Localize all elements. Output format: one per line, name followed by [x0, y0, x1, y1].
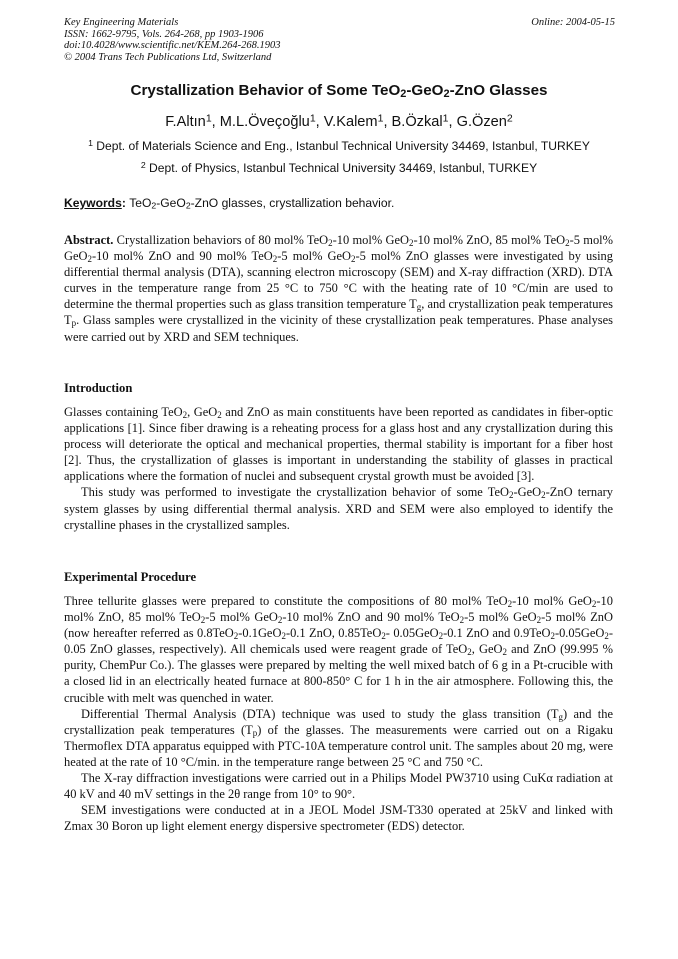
- experimental-heading: Experimental Procedure: [64, 570, 197, 584]
- journal-header: [64, 17, 281, 63]
- abstract: Abstract. Crystallization behaviors of 80 mol% TeO$_2$-10 mol% GeO$_2$-10 mol% ZnO, 85 mol% TeO$_2$-5 mol% GeO$_2$-10 mol% ZnO and 90 mol% TeO$_2$-5 mol% GeO$_2$-5 mol% ZnO glasses were investigated by using differential thermal analysis (DTA), scanning electron microscopy (SEM) and X-ray diffraction (XRD). DTA curves in the temperature range from 25 °C to 750 °C with the heating rate of 10 °C/min are used to determine the thermal properties such as glass transition temperature $T_g$, and crystallization peak temperatures $T_p$. Glass samples were crystallized in the vicinity of these crystallization peak temperatures. Phase analyses were carried out by XRD and SEM techniques.: [64, 233, 613, 344]
- author: V.Kalem: [323, 114, 378, 130]
- keywords-line: Keywords: TeO$_2$-GeO$_2$-ZnO glasses, crystallization behavior.: [64, 196, 395, 211]
- issn-line: ISSN: 1662-9795, Vols. 264-268, pp 1903-1906: [64, 28, 264, 40]
- doi-line: doi:10.4028/www.scientific.net/KEM.264-268.1903: [64, 40, 281, 51]
- experimental-body: [64, 593, 613, 834]
- affiliation-2: $^2$ Dept. of Physics, Istanbul Technical University 34469, Istanbul, TURKEY: [140, 160, 538, 175]
- paragraph: SEM investigations were conducted at in a JEOL Model JSM-T330 operated at 25kV and linked with Zmax 30 Boron up light element energy dispersive spectrometer (EDS) detector.: [64, 803, 613, 834]
- author-list: F.Altın$^1$, M.L.Öveçoğlu$^1$, V.Kalem$^1$, B.Özkal$^1$, G.Özen$^2$: [165, 112, 513, 130]
- affiliation-1: $^1$ Dept. of Materials Science and Eng., Istanbul Technical University 34469, Istanbul, TURKEY: [88, 138, 590, 153]
- keywords-label: Keywords: [64, 196, 122, 210]
- copyright-line: © 2004 Trans Tech Publications Ltd, Switzerland: [64, 51, 272, 63]
- online-date: Online: 2004-05-15: [531, 17, 615, 28]
- author: M.L.Öveçoğlu: [219, 114, 310, 130]
- introduction-heading: Introduction: [64, 381, 133, 395]
- introduction-body: [64, 404, 613, 533]
- paper-title: Crystallization Behavior of Some TeO$_2$-GeO$_2$-ZnO Glasses: [130, 82, 548, 101]
- author: B.Özkal: [391, 114, 443, 130]
- paragraph: Glasses containing TeO$_2$, GeO$_2$ and ZnO as main constituents have been reported as candidates in fiber-optic applications [1]. Since fiber drawing is a reheating process for a glass host and any crystallization during this process will deteriorate the optical and mechanical properties, thermal stability is important for a fiber host [2]. Thus, the crystallization of glasses is important in understanding the stability of glasses in practical applications where the formation of nuclei and subsequent crystal growth must be avoided [3].: [64, 405, 613, 484]
- paragraph: Three tellurite glasses were prepared to constitute the compositions of 80 mol% TeO$_2$-10 mol% GeO$_2$-10 mol% ZnO, 85 mol% TeO$_2$-5 mol% GeO$_2$-10 mol% ZnO and 90 mol% TeO$_2$-5 mol% GeO$_2$-5 mol% ZnO (now hereafter referred as 0.8TeO$_2$-0.1GeO$_2$-0.1 ZnO, 0.85TeO$_2$- 0.05GeO$_2$-0.1 ZnO and 0.9TeO$_2$-0.05GeO$_2$-0.05 ZnO glasses, respectively). All chemicals used were reagent grade of TeO$_2$, GeO$_2$ and ZnO (99.995 % purity, ChemPur Co.). The glasses were prepared by melting the well mixed batch of 6 g in a Pt-crucible with a closed lid in an electrically heated furnace at 800-850° C for 1 h in the air atmosphere. Following this, the crucible with melt was quenched in water.: [64, 594, 614, 705]
- abstract-label: Abstract.: [64, 233, 114, 247]
- paragraph: This study was performed to investigate the crystallization behavior of some TeO$_2$-GeO$_2$-ZnO ternary system glasses by using differential thermal analysis. XRD and SEM were also employed to identify the crystalline phases in the crystallized samples.: [64, 485, 613, 532]
- paragraph: The X-ray diffraction investigations were carried out in a Philips Model PW3710 using CuKα radiation at 40 kV and 40 mV settings in the 2θ range from 10° to 90°.: [64, 771, 613, 802]
- paragraph: Differential Thermal Analysis (DTA) technique was used to study the glass transition $(T_g)$ and the crystallization peak temperatures $(T_p)$ of the glasses. The measurements were carried out on a Rigaku Thermoflex DTA apparatus equipped with PTC-10A temperature control unit. The samples about 20 mg, were heated at the rate of 10 °C/min. in the temperature range between 25 °C and 750 °C.: [64, 706, 613, 769]
- author: F.Altın: [165, 114, 206, 130]
- author: G.Özen: [456, 114, 507, 130]
- journal-name: Key Engineering Materials: [64, 17, 179, 28]
